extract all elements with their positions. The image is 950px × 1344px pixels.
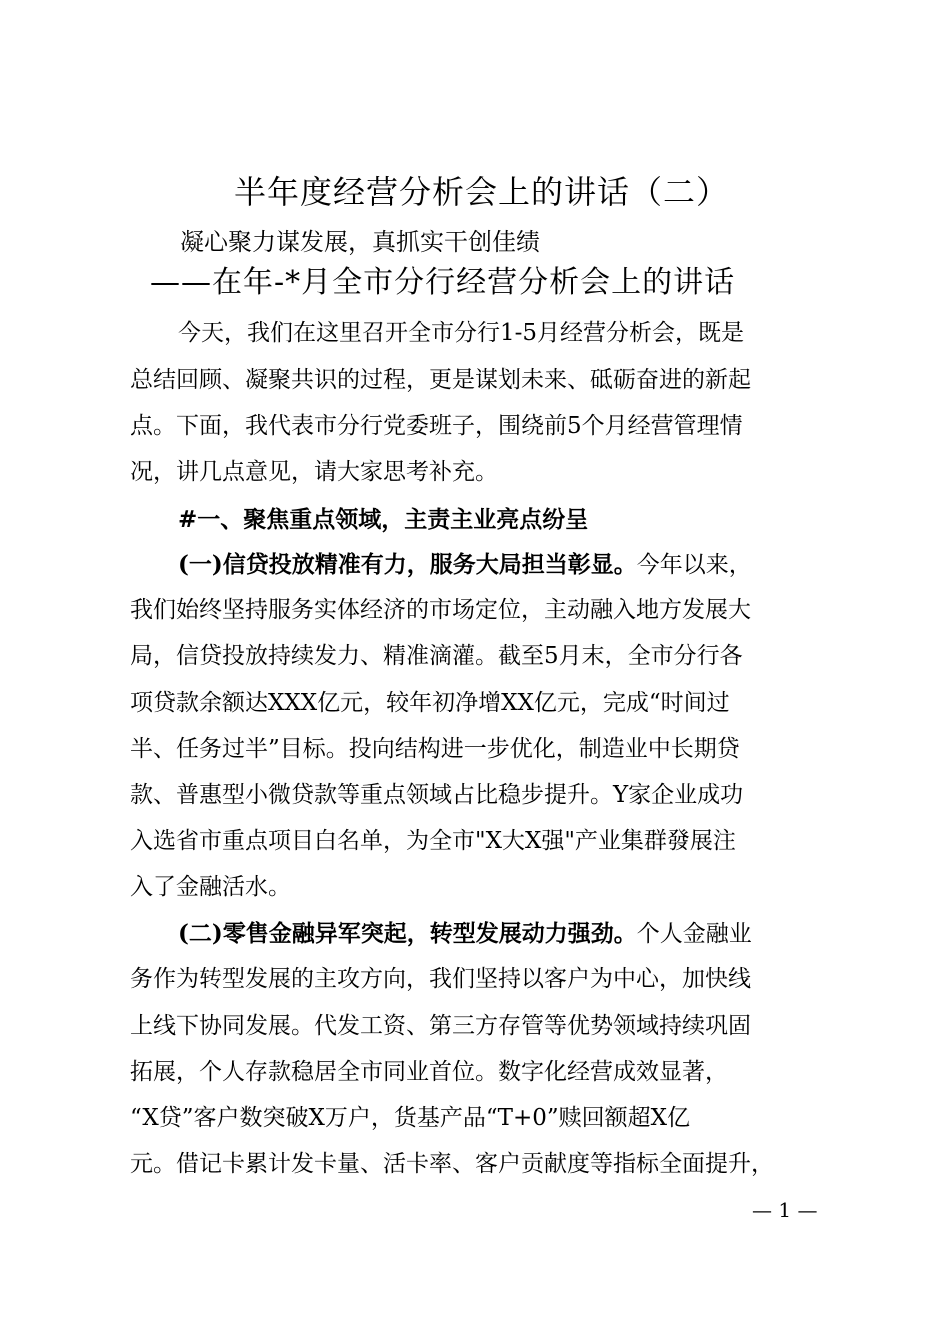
page-number: — 1 — <box>752 1198 818 1222</box>
section2-first-line-rest: 个人金融业 <box>636 921 752 947</box>
section2-line: 拓展，个人存款稳居全市同业首位。数字化经营成效显著， <box>130 1059 728 1085</box>
section1-line: 入了金融活水。 <box>130 874 291 900</box>
section1-first-line-rest: 今年以来， <box>636 552 752 578</box>
intro-line-1: 今天，我们在这里召开全市分行1-5月经营分析会，既是 <box>178 320 745 346</box>
section1-lead: (一)信贷投放精准有力，服务大局担当彰显。 <box>178 551 637 578</box>
section2-line: “X贷”客户数突破X万户，货基产品“T+0”赎回额超X亿 <box>130 1105 691 1131</box>
subtitle-main: 凝心聚力谋发展，真抓实干创佳绩 <box>180 228 540 256</box>
section1-line: 局，信贷投放持续发力、精准滴灌。截至5月末，全市分行各 <box>130 643 743 669</box>
section2-line: 上线下协同发展。代发工资、第三方存管等优势领域持续巩固 <box>130 1013 751 1039</box>
subtitle-second: ——在年-*月全市分行经营分析会上的讲话 <box>150 265 736 300</box>
section1-line: 入选省市重点项目白名单，为全市"X大X强"产业集群發展注 <box>130 828 736 854</box>
section1-line: 半、任务过半”目标。投向结构进一步优化，制造业中长期贷 <box>130 736 740 762</box>
section2-first-line <box>178 922 752 946</box>
section2-line: 元。借记卡累计发卡量、活卡率、客户贡献度等指标全面提升， <box>130 1151 774 1177</box>
section1-line: 款、普惠型小微贷款等重点领域占比稳步提升。Y家企业成功 <box>130 782 744 808</box>
document-title: 半年度经营分析会上的讲话（二） <box>234 173 730 211</box>
section-heading-1: #一、聚焦重点领域，主责主业亮点纷呈 <box>178 506 589 533</box>
section1-line: 项贷款余额达XXX亿元，较年初净增XX亿元，完成“时间过 <box>130 690 730 716</box>
intro-line-3: 点。下面，我代表市分行党委班子，围绕前5个月经营管理情 <box>130 413 743 439</box>
section2-lead: (二)零售金融异军突起，转型发展动力强劲。 <box>178 920 637 947</box>
section2-line: 务作为转型发展的主攻方向，我们坚持以客户为中心，加快线 <box>130 966 751 992</box>
intro-line-4: 况，讲几点意见，请大家思考补充。 <box>130 459 498 485</box>
section1-first-line <box>178 553 752 577</box>
section1-line: 我们始终坚持服务实体经济的市场定位，主动融入地方发展大 <box>130 597 751 623</box>
intro-line-2: 总结回顾、凝聚共识的过程，更是谋划未来、砥砺奋进的新起 <box>130 367 751 393</box>
